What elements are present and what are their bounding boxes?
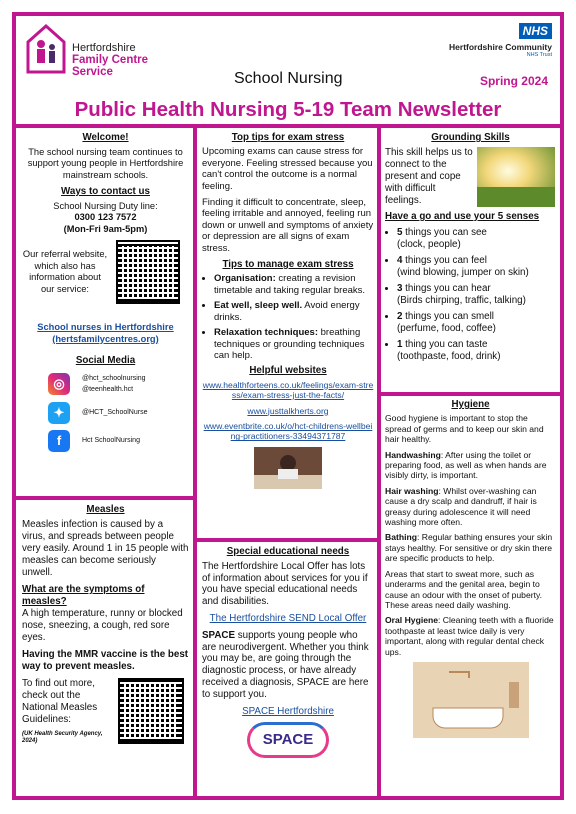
hair-washing-text: Hair washing: Whilst over-washing can cause a dry scalp and dandruff, if hair is greasy during adolescence it will need washing more often. — [385, 485, 537, 528]
hygiene-section — [385, 400, 556, 738]
send-local-offer-link[interactable]: The Hertfordshire SEND Local Offer — [209, 612, 367, 624]
exam-p1: Upcoming exams can cause stress for everyone. Feeling stressed because you can't control the outcome is a normal feeling. — [202, 146, 373, 192]
measles-heading: Measles — [86, 504, 125, 515]
instagram-icon: ◎ — [48, 373, 70, 395]
nhs-badge: NHS — [519, 23, 552, 39]
manage-heading: Tips to manage exam stress — [222, 259, 354, 271]
duty-label: School Nursing Duty line: — [53, 200, 158, 211]
grounding-intro: This skill helps us to connect to the present and cope with difficult feelings. — [385, 147, 473, 206]
divider-left — [193, 128, 197, 800]
phone-hours: (Mon-Fri 9am-5pm) — [63, 223, 148, 234]
family-centre-logo-text — [72, 42, 148, 78]
mmr-text: Having the MMR vaccine is the best way to prevent measles. — [22, 649, 189, 672]
hertsfamilycentres-link[interactable]: (hertsfamilycentres.org) — [52, 333, 159, 344]
nhs-logo — [449, 22, 552, 58]
symptoms-text: A high temperature, runny or blocked nose, sneezing, a cough, red sore eyes. — [22, 608, 183, 643]
sense-item: • 1 thing you can taste (toothpaste, food, drink) — [397, 339, 556, 363]
measles-source: (UK Health Security Agency, 2024) — [22, 731, 103, 744]
divider-hygiene — [381, 392, 560, 396]
sen-p2: SPACE supports young people who are neurodivergent. Whether you think you may be, are going through the diagnostic process, or have already received a diagnosis, SPACE are here to support you. — [202, 629, 369, 700]
sen-section — [202, 546, 374, 758]
welcome-heading: Welcome! — [82, 132, 129, 143]
senses-list — [385, 227, 556, 363]
facebook-row[interactable] — [48, 430, 189, 452]
oral-hygiene-text: Oral Hygiene: Cleaning teeth with a fluoride toothpaste at least twice daily is very important, along with regular dental check ups. — [385, 615, 554, 657]
sunset-field-icon — [477, 147, 555, 207]
referral-qr-code[interactable] — [116, 240, 180, 304]
exam-p2: Finding it difficult to concentrate, sleep, feeling irritable and annoyed, feeling run down or unwell and symptoms of anxiety or depression are all signs of exam stress. — [202, 197, 374, 254]
space-link[interactable]: SPACE Hertfordshire — [242, 705, 334, 717]
hygiene-heading: Hygiene — [451, 399, 490, 410]
bathroom-illustration-icon — [413, 662, 529, 738]
handwashing-text: Handwashing: After using the toilet or preparing food, as well as when hands are visibly dirty, is important. — [385, 449, 547, 481]
section-title: School Nursing — [234, 70, 343, 87]
grounding-heading: Grounding Skills — [431, 132, 510, 143]
sense-item: • 4 things you can feel (wind blowing, jumper on skin) — [397, 255, 556, 279]
instagram-row[interactable] — [48, 373, 189, 396]
exam-stress-section — [202, 132, 374, 489]
healthforteens-link[interactable]: www.healthforteens.co.uk/feelings/exam-stress/exam-stress-just-the-facts/ — [202, 379, 374, 401]
sen-p1: The Hertfordshire Local Offer has lots of information about services for you if you have special educational needs and disabilities. — [202, 560, 368, 608]
hygiene-intro: Good hygiene is important to stop the spread of germs and to keep our skin and hair healthy. — [385, 413, 544, 445]
senses-heading: Have a go and use your 5 senses — [385, 211, 540, 222]
social-heading: Social Media — [75, 355, 136, 366]
school-nurses-link[interactable]: School nurses in Hertfordshire — [37, 322, 174, 332]
divider-right — [377, 128, 381, 800]
instagram-handle-2: @teenhealth.hct — [82, 386, 134, 393]
logo-line1: Hertfordshire — [72, 42, 136, 54]
tip-organisation: • Organisation: creating a revision timetable and taking regular breaks. — [214, 273, 374, 296]
eventbrite-link[interactable]: www.eventbrite.co.uk/o/hct-childrens-wellbeing-practitioners-33494371787 — [203, 420, 373, 442]
sense-item: • 5 things you can see (clock, people) — [397, 227, 556, 251]
studying-photo-icon — [254, 447, 322, 489]
nhs-org: Hertfordshire Community — [449, 42, 552, 52]
phone-number: 0300 123 7572 — [74, 212, 137, 222]
instagram-handle-1: @hct_schoolnursing — [82, 374, 146, 382]
referral-text: Our referral website, which also has information about our service: — [22, 249, 108, 294]
measles-intro: Measles infection is caused by a virus, and spreads between people very easily. Around 1 in 15 people with measles can become seriously unwell. — [22, 519, 189, 578]
tip-eat-sleep: • Eat well, sleep well. Avoid energy drinks. — [214, 300, 374, 323]
logo-line3: Service — [72, 66, 113, 78]
measles-section — [22, 504, 189, 745]
justtalkherts-link[interactable]: www.justtalkherts.org — [247, 405, 329, 416]
find-out-text: To find out more, check out the National Measles Guidelines: — [22, 678, 98, 725]
divider-sen — [197, 538, 377, 542]
nhs-trust: NHS Trust — [526, 52, 552, 58]
issue-date: Spring 2024 — [479, 74, 548, 88]
symptoms-heading: What are the symptoms of measles? — [22, 584, 145, 607]
tip-relaxation: • Relaxation techniques: breathing techniques or grounding techniques can help. — [214, 327, 374, 361]
facebook-icon: f — [48, 430, 70, 452]
sense-item: • 2 things you can smell (perfume, food, coffee) — [397, 311, 556, 335]
websites-heading: Helpful websites — [249, 365, 327, 377]
welcome-section — [22, 132, 189, 458]
twitter-icon: ✦ — [48, 402, 70, 424]
facebook-handle: Hct SchoolNursing — [82, 436, 140, 444]
measles-qr-code[interactable] — [118, 678, 184, 744]
page-title: Public Health Nursing 5-19 Team Newsletter — [74, 98, 502, 121]
newsletter-page — [12, 12, 564, 800]
twitter-row[interactable] — [48, 402, 189, 424]
space-logo: SPACE — [247, 722, 329, 758]
sen-heading: Special educational needs — [226, 546, 350, 557]
bathing-text: Bathing: Regular bathing ensures your skin stays healthy. For sensitive or dry skin there are specific products to help. — [385, 532, 553, 564]
grounding-section — [385, 132, 556, 367]
sense-item: • 3 things you can hear (Birds chirping, traffic, talking) — [397, 283, 556, 307]
divider-measles — [16, 496, 193, 500]
areas-text: Areas that start to sweat more, such as underarms and the genital area, begin to cause an odour with the onset of puberty. These areas need daily washing. — [385, 568, 543, 610]
header-divider — [16, 124, 560, 128]
family-centre-logo-icon — [26, 22, 66, 74]
twitter-handle: @HCT_SchoolNurse — [82, 408, 148, 416]
header — [16, 16, 560, 136]
logo-line2: Family Centre — [72, 54, 149, 66]
welcome-body: The school nursing team continues to support young people in Hertfordshire mainstream schools. — [27, 146, 184, 180]
contact-heading: Ways to contact us — [61, 186, 150, 197]
exam-heading: Top tips for exam stress — [231, 132, 345, 143]
